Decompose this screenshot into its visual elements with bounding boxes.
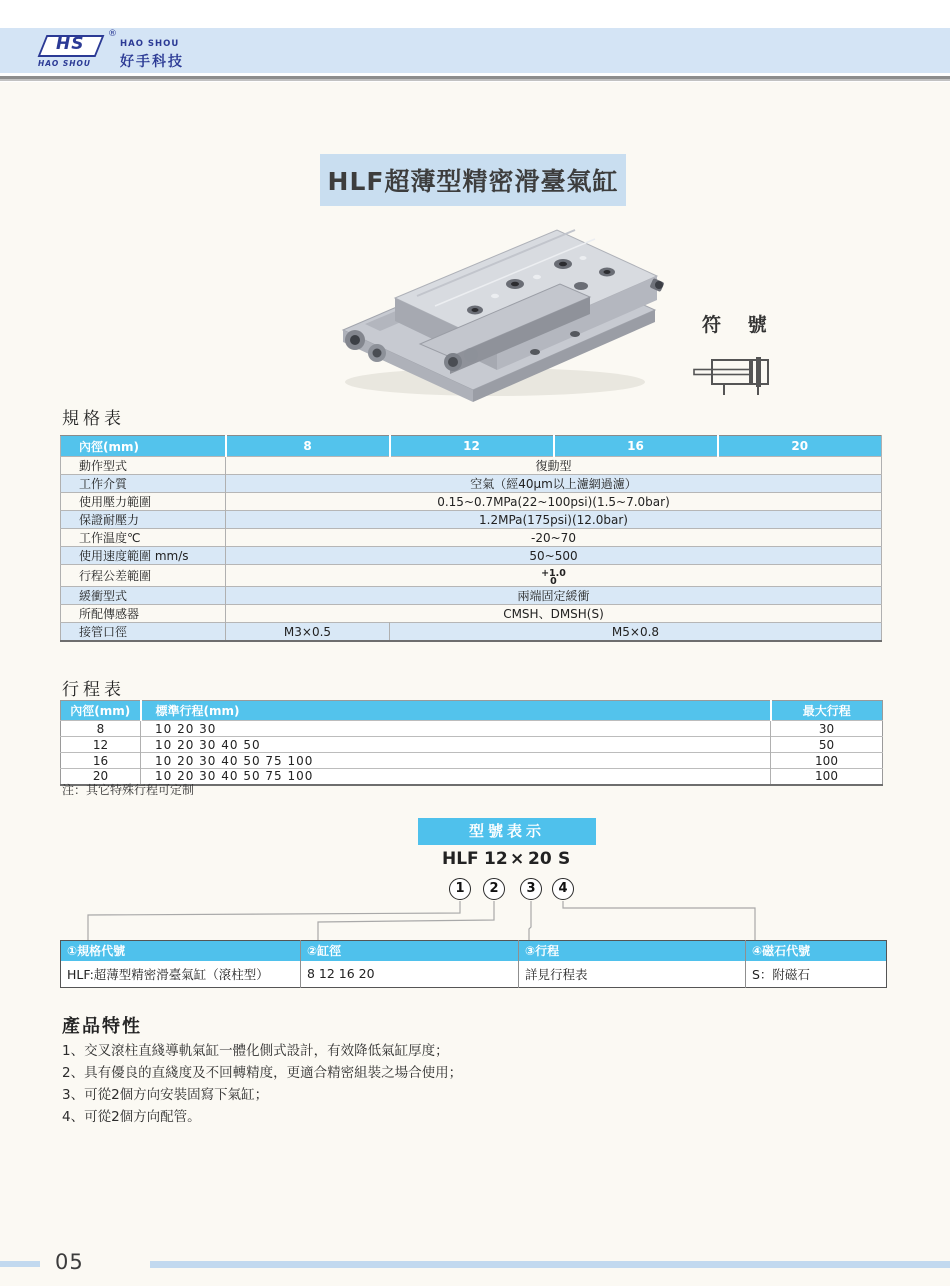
legend-header-row xyxy=(61,941,887,961)
model-designation-heading: 型號表示 xyxy=(418,818,596,845)
spec-row-label: 行程公差範圍 xyxy=(61,565,226,587)
spec-row-label: 工作温度℃ xyxy=(61,529,226,547)
model-code-bore: 12 xyxy=(484,849,508,869)
stroke-col-bore: 內徑(mm) xyxy=(61,701,141,721)
list-item: 2、具有優良的直綫度及不回轉精度，更適合精密組裝之場合使用； xyxy=(62,1065,463,1081)
pneumatic-symbol-icon xyxy=(692,352,782,401)
spec-row-value: CMSH、DMSH(S) xyxy=(226,605,882,623)
registered-mark-icon: ® xyxy=(108,29,117,39)
model-digit-4: 4 xyxy=(552,878,574,900)
legend-col-bore: ②缸徑 xyxy=(301,941,519,961)
stroke-values: 10 20 30 40 50 75 100 xyxy=(141,753,771,769)
tolerance-upper: +1.0 xyxy=(541,568,566,579)
model-digit-3: 3 xyxy=(520,878,542,900)
spec-row-label: 使用壓力範圍 xyxy=(61,493,226,511)
spec-row-value: 0.15~0.7MPa(22~100psi)(1.5~7.0bar) xyxy=(226,493,882,511)
logo-hs-text: HS xyxy=(56,34,85,54)
legend-col-stroke: ③行程 xyxy=(519,941,746,961)
spec-table xyxy=(60,435,882,642)
list-item: 3、可從2個方向安裝固寫下氣缸； xyxy=(62,1087,269,1103)
spec-col-16: 16 xyxy=(554,436,718,457)
legend-magnet-value: S：附磁石 xyxy=(746,961,887,988)
table-row xyxy=(61,547,882,565)
table-row xyxy=(61,475,882,493)
footer-bar-left xyxy=(0,1261,40,1267)
features-list xyxy=(62,1040,462,1128)
spec-row-label: 動作型式 xyxy=(61,457,226,475)
spec-row-label: 接管口徑 xyxy=(61,623,226,642)
table-row xyxy=(61,457,882,475)
spec-row-value: 復動型 xyxy=(226,457,882,475)
logo-subtext: HAO SHOU xyxy=(38,59,91,68)
table-row xyxy=(61,565,882,587)
spec-row-tolerance xyxy=(226,565,882,587)
spec-row-value: 50~500 xyxy=(226,547,882,565)
spec-col-12: 12 xyxy=(390,436,554,457)
stroke-bore: 8 xyxy=(61,721,141,737)
stroke-table-heading: 行程表 xyxy=(62,680,125,700)
spec-port-size-8: M3×0.5 xyxy=(226,623,390,642)
spec-col-8: 8 xyxy=(226,436,390,457)
product-title-box xyxy=(320,154,626,206)
spec-row-value: -20~70 xyxy=(226,529,882,547)
spec-col-bore: 內徑(mm) xyxy=(61,436,226,457)
spec-row-label: 緩衝型式 xyxy=(61,587,226,605)
table-row xyxy=(61,587,882,605)
spec-col-20: 20 xyxy=(718,436,882,457)
legend-col-spec-code: ①規格代號 xyxy=(61,941,301,961)
stroke-values: 10 20 30 40 50 xyxy=(141,737,771,753)
table-row xyxy=(61,493,882,511)
list-item: 4、可從2個方向配管。 xyxy=(62,1109,201,1125)
stroke-max: 50 xyxy=(771,737,883,753)
spec-row-value: 空氣（經40μm以上濾網過濾） xyxy=(226,475,882,493)
list-item: 1、交叉滾柱直綫導軌氣缸一體化側式設計，有效降低氣缸厚度； xyxy=(62,1043,449,1059)
spec-row-label: 保證耐壓力 xyxy=(61,511,226,529)
stroke-values: 10 20 30 40 50 75 100 xyxy=(141,769,771,785)
stroke-header-row xyxy=(61,701,883,721)
page-title: HLF超薄型精密滑臺氣缸 xyxy=(327,167,619,196)
stroke-col-max: 最大行程 xyxy=(771,701,883,721)
model-connector-lines xyxy=(60,899,890,945)
spec-row-label: 工作介質 xyxy=(61,475,226,493)
table-row xyxy=(61,961,887,988)
stroke-bore: 20 xyxy=(61,769,141,785)
table-row xyxy=(61,529,882,547)
model-code-times: × xyxy=(510,849,525,869)
footer-bar-right xyxy=(150,1261,950,1268)
model-code-series: HLF xyxy=(442,849,479,869)
stroke-bore: 16 xyxy=(61,753,141,769)
spec-row-value: 兩端固定緩衝 xyxy=(226,587,882,605)
spec-header-row xyxy=(61,436,882,457)
table-row xyxy=(61,605,882,623)
stroke-note: 注：其它特殊行程可定制 xyxy=(62,783,195,797)
stroke-bore: 12 xyxy=(61,737,141,753)
features-heading: 產品特性 xyxy=(62,1016,142,1037)
stroke-values: 10 20 30 xyxy=(141,721,771,737)
symbol-heading: 符 號 xyxy=(702,314,777,336)
model-code-magnet: S xyxy=(558,849,571,869)
stroke-max: 30 xyxy=(771,721,883,737)
brand-name-en: HAO SHOU xyxy=(120,39,180,49)
table-row xyxy=(61,753,883,769)
model-code-stroke: 20 xyxy=(528,849,552,869)
table-row xyxy=(61,721,883,737)
table-row xyxy=(61,511,882,529)
stroke-max: 100 xyxy=(771,753,883,769)
brand-name-zh: 好手科技 xyxy=(120,54,184,70)
model-digit-2: 2 xyxy=(483,878,505,900)
header-divider-light xyxy=(0,79,950,81)
legend-stroke-value: 詳見行程表 xyxy=(519,961,746,988)
stroke-col-standard: 標準行程(mm) xyxy=(141,701,771,721)
table-row xyxy=(61,623,882,642)
model-digit-1: 1 xyxy=(449,878,471,900)
table-row xyxy=(61,737,883,753)
product-photo xyxy=(325,222,665,402)
stroke-max: 100 xyxy=(771,769,883,785)
spec-row-label: 所配傳感器 xyxy=(61,605,226,623)
legend-spec-code-value: HLF:超薄型精密滑臺氣缸（滾柱型） xyxy=(61,961,301,988)
spec-table-heading: 規格表 xyxy=(62,409,125,429)
model-legend-table xyxy=(60,940,887,988)
company-logo xyxy=(28,29,248,73)
legend-col-magnet: ④磁石代號 xyxy=(746,941,887,961)
spec-port-size-12-20: M5×0.8 xyxy=(390,623,882,642)
stroke-table xyxy=(60,700,883,786)
legend-bore-value: 8 12 16 20 xyxy=(301,961,519,988)
spec-row-label: 使用速度範圍 mm/s xyxy=(61,547,226,565)
page-number: 05 xyxy=(55,1250,84,1274)
tolerance-lower: 0 xyxy=(550,576,557,587)
spec-row-value: 1.2MPa(175psi)(12.0bar) xyxy=(226,511,882,529)
